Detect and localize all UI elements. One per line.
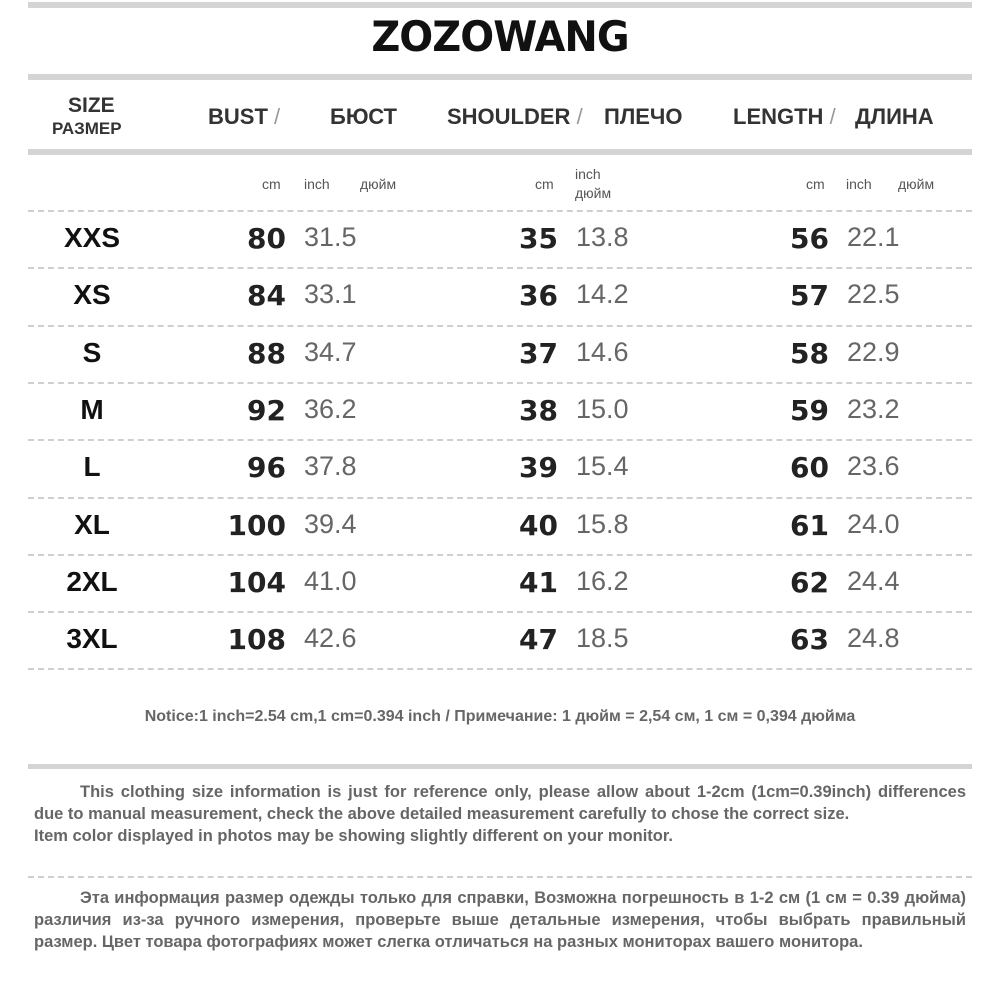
size-cell: L — [83, 451, 101, 482]
bust-header — [208, 104, 280, 130]
shoulder-header-label: SHOULDER — [447, 104, 571, 129]
disclaimer-divider — [28, 876, 972, 878]
shoulder-cm-cell: 40 — [519, 509, 558, 542]
bust-inch-cell: 37.8 — [304, 451, 357, 481]
bust-cm-cell: 100 — [227, 509, 286, 542]
length-header-ru: ДЛИНА — [855, 104, 934, 129]
length-header-label: LENGTH — [733, 104, 824, 129]
brand-logo: ZOZOWANG — [371, 12, 629, 61]
bust-cm-cell: 96 — [247, 451, 286, 484]
length-cm-cell: 60 — [790, 451, 829, 484]
length-unit-inch: inch — [846, 176, 872, 192]
size-cell: 2XL — [66, 566, 118, 597]
length-cm-cell: 63 — [790, 623, 829, 656]
length-inch-cell: 23.2 — [847, 394, 900, 424]
bust-inch-cell: 33.1 — [304, 279, 357, 309]
header-divider-bottom — [28, 149, 972, 155]
shoulder-inch-cell: 16.2 — [576, 566, 629, 596]
row-divider — [28, 382, 972, 384]
shoulder-inch-cell: 18.5 — [576, 623, 629, 653]
row-divider — [28, 267, 972, 269]
length-header — [733, 104, 836, 130]
bust-inch-cell: 42.6 — [304, 623, 357, 653]
length-inch-cell: 24.8 — [847, 623, 900, 653]
length-inch-cell: 24.0 — [847, 509, 900, 539]
length-cm-cell: 56 — [790, 222, 829, 255]
disclaimer-ru — [34, 887, 966, 953]
shoulder-inch-cell: 15.4 — [576, 451, 629, 481]
length-cm-cell: 59 — [790, 394, 829, 427]
shoulder-inch-cell: 14.6 — [576, 337, 629, 367]
bust-inch-cell: 41.0 — [304, 566, 357, 596]
bust-unit-inch-ru: дюйм — [360, 176, 397, 192]
length-inch-cell: 22.9 — [847, 337, 900, 367]
row-divider — [28, 668, 972, 670]
length-unit-cm: cm — [806, 176, 825, 192]
shoulder-cm-cell: 47 — [519, 623, 558, 656]
shoulder-header-slash: / — [576, 104, 583, 129]
shoulder-inch-cell: 15.0 — [576, 394, 629, 424]
size-cell: XL — [74, 509, 110, 540]
shoulder-unit-cm: cm — [535, 176, 554, 192]
length-cm-cell: 58 — [790, 337, 829, 370]
row-divider — [28, 554, 972, 556]
shoulder-header-ru: ПЛЕЧО — [604, 104, 683, 129]
shoulder-cm-cell: 39 — [519, 451, 558, 484]
disclaimer-ru-text: Эта информация размер одежды только для справки, Возможна погрешность в 1-2 см (1 см = 0.39 дюйма) различия из-за ручного измерения, проверьте выше детальные измерения, чтобы выбрать правильный размер. Цвет товара фотографиях может слегка отличаться на разных мониторах вашего монитора. — [34, 889, 966, 951]
shoulder-cm-cell: 38 — [519, 394, 558, 427]
disclaimer-divider-top — [28, 764, 972, 769]
bust-unit-inch: inch — [304, 176, 330, 192]
shoulder-inch-cell: 14.2 — [576, 279, 629, 309]
shoulder-cm-cell: 35 — [519, 222, 558, 255]
bust-unit-cm: cm — [262, 176, 281, 192]
length-cm-cell: 62 — [790, 566, 829, 599]
shoulder-inch-cell: 13.8 — [576, 222, 629, 252]
shoulder-unit-inch: inch — [575, 166, 601, 182]
shoulder-cm-cell: 36 — [519, 279, 558, 312]
row-divider — [28, 611, 972, 613]
header-divider-top — [28, 74, 972, 80]
bust-cm-cell: 80 — [247, 222, 286, 255]
conversion-notice: Notice:1 inch=2.54 cm,1 cm=0.394 inch / Примечание: 1 дюйм = 2,54 см, 1 см = 0,394 дюйма — [144, 708, 856, 725]
bust-inch-cell: 39.4 — [304, 509, 357, 539]
row-divider — [28, 210, 972, 212]
size-header: SIZE — [68, 94, 115, 117]
bust-inch-cell: 36.2 — [304, 394, 357, 424]
length-header-slash: / — [829, 104, 836, 129]
row-divider — [28, 325, 972, 327]
length-inch-cell: 23.6 — [847, 451, 900, 481]
length-unit-inch-ru: дюйм — [898, 176, 935, 192]
bust-cm-cell: 84 — [247, 279, 286, 312]
top-divider — [28, 2, 972, 8]
bust-inch-cell: 34.7 — [304, 337, 357, 367]
bust-header-ru: БЮСТ — [330, 104, 397, 129]
length-inch-cell: 22.5 — [847, 279, 900, 309]
length-inch-cell: 24.4 — [847, 566, 900, 596]
length-cm-cell: 57 — [790, 279, 829, 312]
shoulder-unit-inch-ru: дюйм — [575, 185, 612, 201]
length-inch-cell: 22.1 — [847, 222, 900, 252]
row-divider — [28, 439, 972, 441]
bust-cm-cell: 108 — [227, 623, 286, 656]
bust-inch-cell: 31.5 — [304, 222, 357, 252]
size-cell: 3XL — [66, 623, 118, 654]
bust-cm-cell: 104 — [227, 566, 286, 599]
shoulder-inch-cell: 15.8 — [576, 509, 629, 539]
shoulder-cm-cell: 41 — [519, 566, 558, 599]
bust-header-slash: / — [274, 104, 281, 129]
size-cell: M — [80, 394, 104, 425]
shoulder-cm-cell: 37 — [519, 337, 558, 370]
size-cell: XXS — [63, 222, 121, 253]
size-header-ru: РАЗМЕР — [52, 119, 122, 138]
disclaimer-en-text: This clothing size information is just for reference only, please allow about 1-2cm (1cm=0.39inch) differences due to manual measurement, check the above detailed measurement carefully to chose the correct size. — [34, 783, 966, 823]
size-cell: XS — [73, 279, 111, 310]
bust-cm-cell: 88 — [247, 337, 286, 370]
bust-header-label: BUST — [208, 104, 268, 129]
length-cm-cell: 61 — [790, 509, 829, 542]
shoulder-header — [447, 104, 583, 130]
disclaimer-en-color: Item color displayed in photos may be showing slightly different on your monitor. — [34, 827, 673, 845]
size-cell: S — [82, 337, 102, 368]
row-divider — [28, 497, 972, 499]
disclaimer-en — [34, 781, 966, 847]
bust-cm-cell: 92 — [247, 394, 286, 427]
